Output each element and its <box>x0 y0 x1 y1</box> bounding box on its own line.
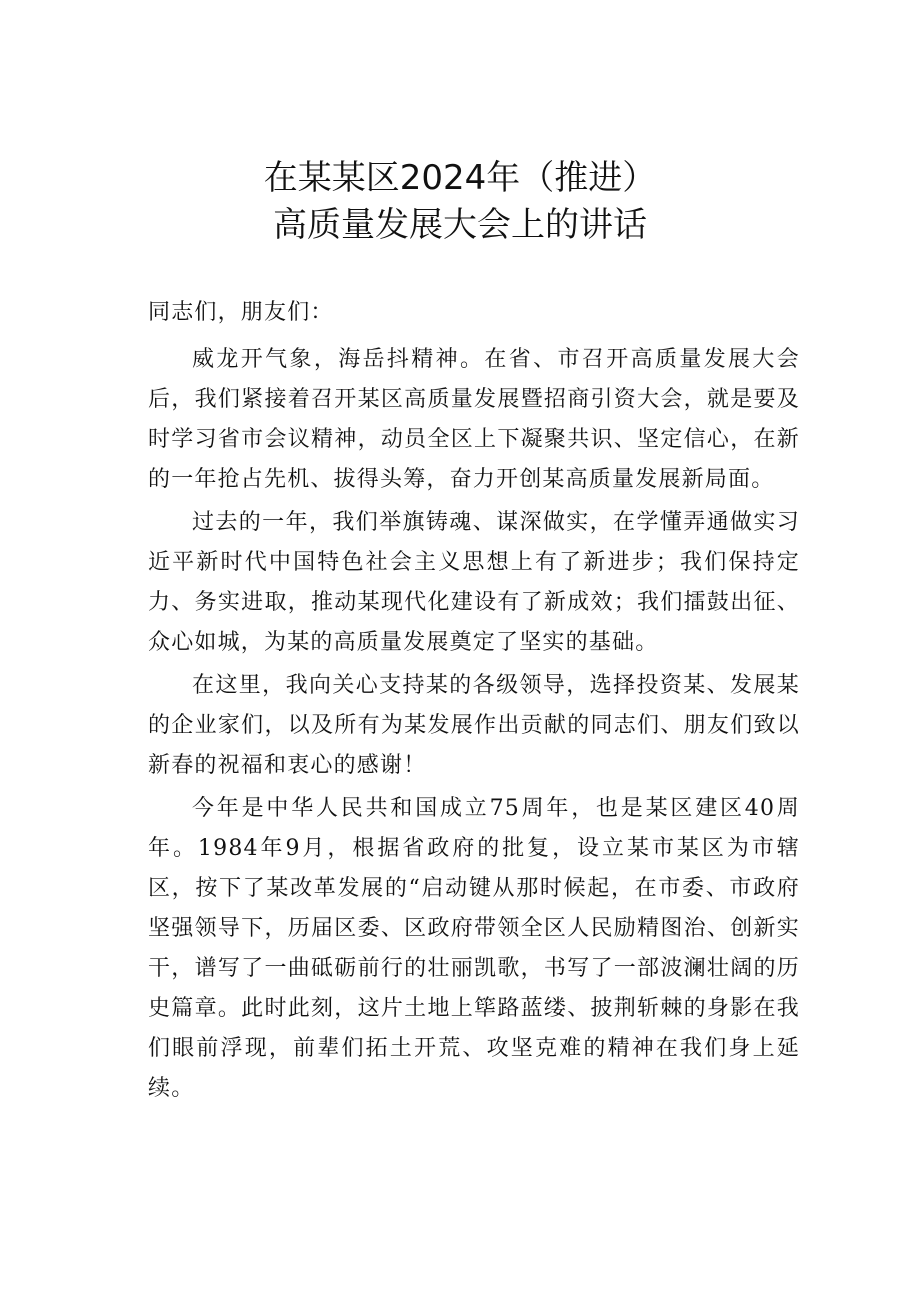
document-title-line-1: 在某某区2024年（推进） <box>263 158 657 198</box>
paragraph-3: 在这里，我向关心支持某的各级领导，选择投资某、发展某的企业家们，以及所有为某发展作出贡献的同志们、朋友们致以新春的祝福和衷心的感谢！ <box>148 673 800 778</box>
salutation-text: 同志们，朋友们： <box>148 300 334 325</box>
paragraph-2: 过去的一年，我们举旗铸魂、谋深做实，在学懂弄通做实习近平新时代中国特色社会主义思想上有了新进步；我们保持定力、务实进取，推动某现代化建设有了新成效；我们擂鼓出征、众心如城，为某的高质量发展奠定了坚实的基础。 <box>148 510 800 655</box>
document-title-line-2: 高质量发展大会上的讲话 <box>273 205 647 245</box>
salutation <box>148 293 800 333</box>
speech-body <box>148 340 800 1112</box>
paragraph-1: 威龙开气象，海岳抖精神。在省、市召开高质量发展大会后，我们紧接着召开某区高质量发展暨招商引资大会，就是要及时学习省市会议精神，动员全区上下凝聚共识、坚定信心，在新的一年抢占先机、拔得头筹，奋力开创某高质量发展新局面。 <box>148 347 800 492</box>
paragraph-4: 今年是中华人民共和国成立75周年，也是某区建区40周年。1984年9月，根据省政府的批复，设立某市某区为市辖区，按下了某改革发展的“启动键从那时候起，在市委、市政府坚强领导下，历届区委、区政府带领全区人民励精图治、创新实干，谱写了一曲砥砺前行的壮丽凯歌，书写了一部波澜壮阔的历史篇章。此时此刻，这片土地上筚路蓝缕、披荆斩棘的身影在我们眼前浮现，前辈们拓土开荒、攻坚克难的精神在我们身上延续。 <box>148 796 800 1101</box>
